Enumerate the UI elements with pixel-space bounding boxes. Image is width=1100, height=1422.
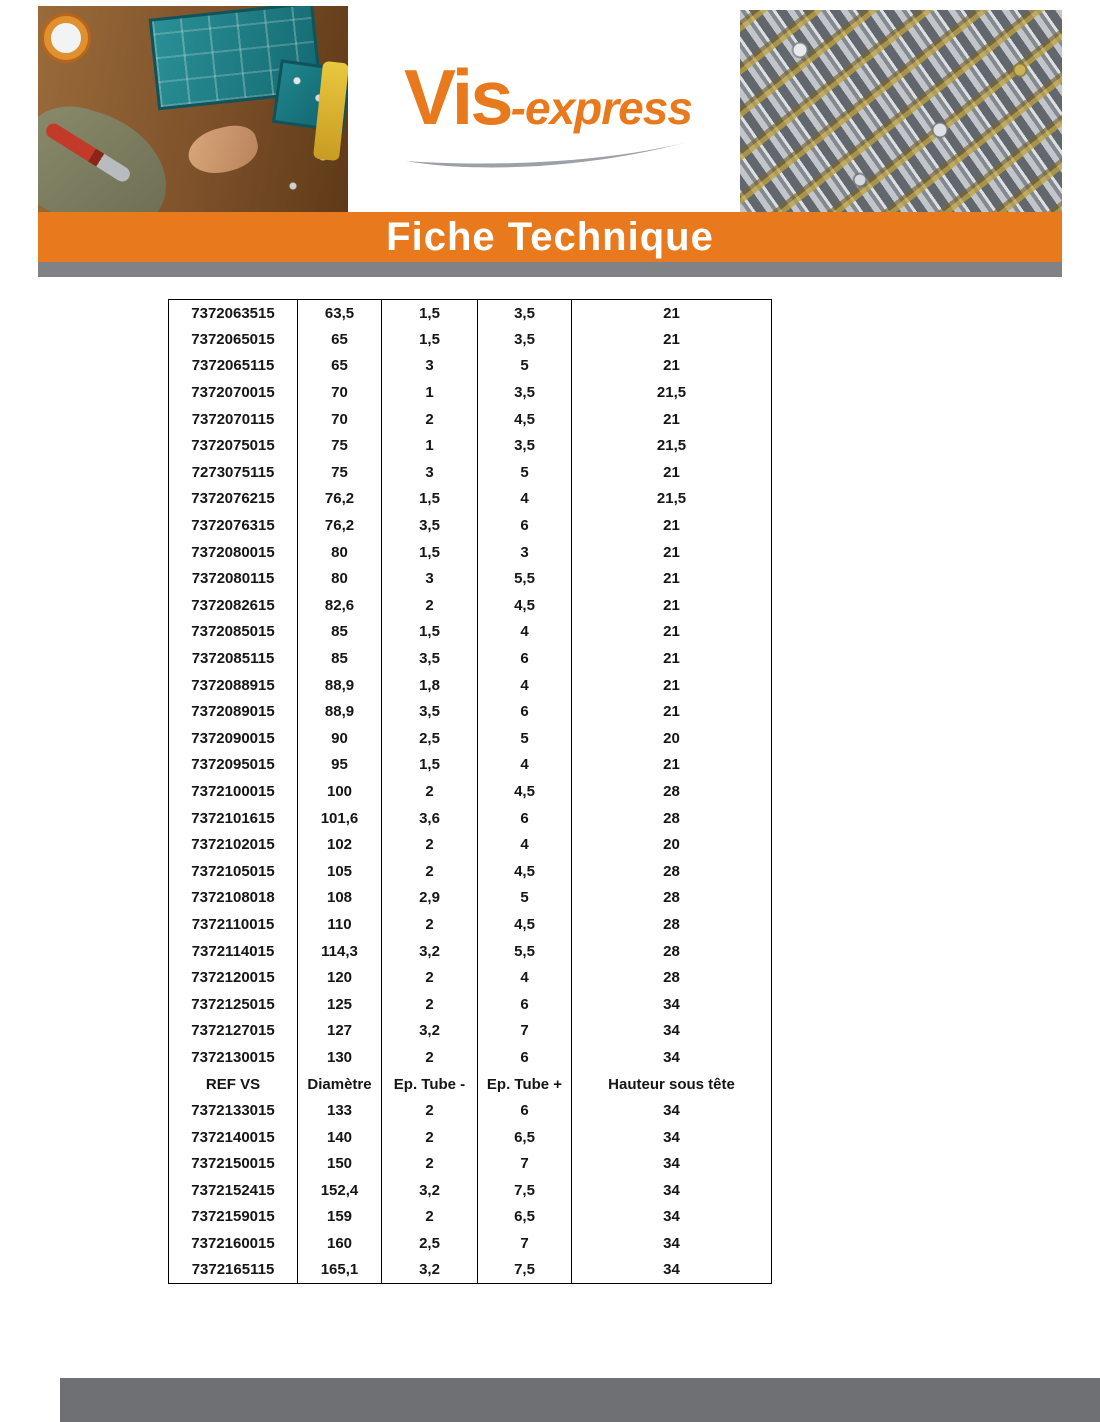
table-cell: 5 (478, 885, 572, 912)
table-cell: 3,5 (382, 512, 478, 539)
table-cell: 102 (298, 831, 382, 858)
table-cell: 7372065115 (169, 353, 298, 380)
table-cell: 3,2 (382, 1018, 478, 1045)
logo-text (404, 52, 704, 143)
page-title: Fiche Technique (386, 214, 714, 259)
column-header: Diamètre (298, 1071, 382, 1098)
table-cell: 2 (382, 592, 478, 619)
table-cell: 3,5 (382, 698, 478, 725)
table-cell: 1,5 (382, 539, 478, 566)
table-cell: 7,5 (478, 1257, 572, 1284)
table-cell: 34 (572, 1018, 772, 1045)
table-cell: 140 (298, 1124, 382, 1151)
table-row (169, 1124, 772, 1151)
table-row (169, 406, 772, 433)
table-cell: 63,5 (298, 300, 382, 327)
table-cell: 4,5 (478, 911, 572, 938)
table-cell: 152,4 (298, 1177, 382, 1204)
table-cell: 28 (572, 938, 772, 965)
table-row (169, 752, 772, 779)
table-cell: 2 (382, 1044, 478, 1071)
table-cell: 6,5 (478, 1204, 572, 1231)
table-cell: 3,5 (478, 300, 572, 327)
table-row (169, 778, 772, 805)
table-cell: 70 (298, 406, 382, 433)
table-cell: 21 (572, 459, 772, 486)
table-cell: 85 (298, 645, 382, 672)
table-cell: 130 (298, 1044, 382, 1071)
table-cell: 2,9 (382, 885, 478, 912)
table-cell: 7372120015 (169, 964, 298, 991)
table-cell: 21 (572, 512, 772, 539)
table-cell: 28 (572, 885, 772, 912)
table-row (169, 432, 772, 459)
table-cell: 21 (572, 353, 772, 380)
table-cell: 1,5 (382, 326, 478, 353)
table-cell: 21 (572, 752, 772, 779)
worker-hand-decoration (184, 120, 263, 180)
table-row (169, 858, 772, 885)
table-cell: 7,5 (478, 1177, 572, 1204)
table-cell: 2 (382, 406, 478, 433)
table-cell: 1,5 (382, 619, 478, 646)
table-cell: 6 (478, 1097, 572, 1124)
table-cell: 4 (478, 486, 572, 513)
table-cell: 6 (478, 512, 572, 539)
footer-bar (60, 1378, 1100, 1422)
table-cell: 7372070015 (169, 379, 298, 406)
table-cell: 65 (298, 326, 382, 353)
table-cell: 28 (572, 805, 772, 832)
divider-strip (38, 262, 1062, 277)
table-cell: 1,8 (382, 672, 478, 699)
table-cell: 2 (382, 991, 478, 1018)
table-cell: 7 (478, 1230, 572, 1257)
table-cell: 28 (572, 778, 772, 805)
table-cell: 1 (382, 432, 478, 459)
spec-table (168, 299, 772, 1284)
table-cell: 3 (382, 565, 478, 592)
table-cell: 7372108018 (169, 885, 298, 912)
title-banner (38, 212, 1062, 262)
table-cell: 4,5 (478, 778, 572, 805)
table-cell: 7372085015 (169, 619, 298, 646)
table-row (169, 1018, 772, 1045)
worker-arm-decoration (38, 94, 183, 212)
table-cell: 21 (572, 565, 772, 592)
table-cell: 7372114015 (169, 938, 298, 965)
table-cell: 5 (478, 353, 572, 380)
column-header: Ep. Tube + (478, 1071, 572, 1098)
table-cell: 7372152415 (169, 1177, 298, 1204)
table-cell: 7372082615 (169, 592, 298, 619)
table-cell: 101,6 (298, 805, 382, 832)
table-cell: 7372140015 (169, 1124, 298, 1151)
table-cell: 7372076215 (169, 486, 298, 513)
table-cell: 7372165115 (169, 1257, 298, 1284)
table-row (169, 539, 772, 566)
table-cell: 21 (572, 592, 772, 619)
table-cell: 2 (382, 858, 478, 885)
table-cell: 20 (572, 831, 772, 858)
table-cell: 88,9 (298, 672, 382, 699)
table-cell: 7372150015 (169, 1151, 298, 1178)
table-cell: 7273075115 (169, 459, 298, 486)
table-row (169, 964, 772, 991)
table-cell: 5,5 (478, 565, 572, 592)
table-cell: 80 (298, 539, 382, 566)
logo (404, 52, 704, 171)
table-cell: 108 (298, 885, 382, 912)
table-row (169, 672, 772, 699)
table-cell: 4,5 (478, 406, 572, 433)
table-cell: 4 (478, 672, 572, 699)
table-cell: 5 (478, 459, 572, 486)
table-cell: 75 (298, 432, 382, 459)
table-cell: 34 (572, 1124, 772, 1151)
table-cell: 7372102015 (169, 831, 298, 858)
column-header: Ep. Tube - (382, 1071, 478, 1098)
table-cell: 2,5 (382, 725, 478, 752)
table-cell: 6,5 (478, 1124, 572, 1151)
table-cell: 7372101615 (169, 805, 298, 832)
table-row (169, 938, 772, 965)
table-cell: 7372075015 (169, 432, 298, 459)
table-cell: 4 (478, 752, 572, 779)
table-cell: 105 (298, 858, 382, 885)
table-cell: 7372125015 (169, 991, 298, 1018)
table-cell: 21,5 (572, 379, 772, 406)
table-cell: 70 (298, 379, 382, 406)
table-cell: 7372127015 (169, 1018, 298, 1045)
table-cell: 5 (478, 725, 572, 752)
table-cell: 133 (298, 1097, 382, 1124)
table-cell: 76,2 (298, 512, 382, 539)
table-cell: 76,2 (298, 486, 382, 513)
table-header-row (169, 1071, 772, 1098)
table-cell: 2 (382, 964, 478, 991)
table-row (169, 831, 772, 858)
table-cell: 34 (572, 1151, 772, 1178)
table-cell: 6 (478, 698, 572, 725)
table-cell: 65 (298, 353, 382, 380)
table-cell: 21,5 (572, 432, 772, 459)
table-cell: 34 (572, 1177, 772, 1204)
table-cell: 3,2 (382, 1257, 478, 1284)
table-cell: 2 (382, 1124, 478, 1151)
table-cell: 2 (382, 778, 478, 805)
table-cell: 21 (572, 406, 772, 433)
table-cell: 7372130015 (169, 1044, 298, 1071)
table-cell: 7372065015 (169, 326, 298, 353)
table-cell: 7372080015 (169, 539, 298, 566)
table-cell: 7372159015 (169, 1204, 298, 1231)
table-row (169, 592, 772, 619)
table-cell: 21 (572, 539, 772, 566)
table-row (169, 698, 772, 725)
table-cell: 28 (572, 858, 772, 885)
table-cell: 4,5 (478, 858, 572, 885)
table-cell: 125 (298, 991, 382, 1018)
table-cell: 1,5 (382, 752, 478, 779)
table-cell: 21 (572, 300, 772, 327)
table-cell: 2 (382, 831, 478, 858)
table-cell: 4 (478, 831, 572, 858)
table-cell: 82,6 (298, 592, 382, 619)
table-cell: 4 (478, 619, 572, 646)
table-row (169, 1151, 772, 1178)
table-cell: 4,5 (478, 592, 572, 619)
table-row (169, 1044, 772, 1071)
table-cell: 88,9 (298, 698, 382, 725)
logo-suffix: -express (510, 82, 692, 134)
table-row (169, 459, 772, 486)
table-row (169, 326, 772, 353)
table-cell: 7372110015 (169, 911, 298, 938)
table-cell: 34 (572, 1230, 772, 1257)
table-cell: 21 (572, 619, 772, 646)
table-cell: 34 (572, 1257, 772, 1284)
table-cell: 3,2 (382, 1177, 478, 1204)
table-cell: 127 (298, 1018, 382, 1045)
table-cell: 110 (298, 911, 382, 938)
table-cell: 2 (382, 1151, 478, 1178)
table-cell: 159 (298, 1204, 382, 1231)
table-cell: 95 (298, 752, 382, 779)
table-cell: 1 (382, 379, 478, 406)
table-cell: 160 (298, 1230, 382, 1257)
column-header: REF VS (169, 1071, 298, 1098)
table-cell: 120 (298, 964, 382, 991)
table-cell: 34 (572, 1204, 772, 1231)
table-row (169, 645, 772, 672)
table-cell: 2 (382, 1204, 478, 1231)
screws-pile-photo (740, 10, 1062, 212)
table-row (169, 565, 772, 592)
table-cell: 7372063515 (169, 300, 298, 327)
table-row (169, 379, 772, 406)
table-cell: 85 (298, 619, 382, 646)
table-cell: 7372100015 (169, 778, 298, 805)
table-cell: 7372080115 (169, 565, 298, 592)
table-cell: 3,5 (478, 379, 572, 406)
table-cell: 6 (478, 645, 572, 672)
table-cell: 3,5 (382, 645, 478, 672)
table-cell: 150 (298, 1151, 382, 1178)
table-row (169, 991, 772, 1018)
table-cell: 3,5 (478, 326, 572, 353)
table-cell: 3 (382, 353, 478, 380)
table-cell: 3,6 (382, 805, 478, 832)
logo-brand: Vis (404, 53, 511, 141)
table-cell: 7 (478, 1018, 572, 1045)
table-cell: 114,3 (298, 938, 382, 965)
table-cell: 21 (572, 326, 772, 353)
table-cell: 7 (478, 1151, 572, 1178)
table-cell: 100 (298, 778, 382, 805)
tape-measure-decoration (44, 16, 88, 60)
table-cell: 34 (572, 1044, 772, 1071)
table-row (169, 1204, 772, 1231)
table-row (169, 911, 772, 938)
table-cell: 6 (478, 1044, 572, 1071)
table-cell: 28 (572, 964, 772, 991)
table-cell: 4 (478, 964, 572, 991)
table-cell: 3 (382, 459, 478, 486)
table-cell: 20 (572, 725, 772, 752)
table-cell: 7372090015 (169, 725, 298, 752)
table-cell: 7372095015 (169, 752, 298, 779)
table-cell: 7372076315 (169, 512, 298, 539)
table-row (169, 805, 772, 832)
table-row (169, 619, 772, 646)
table-cell: 2 (382, 911, 478, 938)
table-cell: 28 (572, 911, 772, 938)
table-row (169, 1097, 772, 1124)
table-cell: 3 (478, 539, 572, 566)
table-cell: 7372070115 (169, 406, 298, 433)
table-cell: 21 (572, 672, 772, 699)
table-row (169, 353, 772, 380)
table-cell: 21 (572, 645, 772, 672)
table-row (169, 512, 772, 539)
table-cell: 6 (478, 991, 572, 1018)
table-cell: 7372133015 (169, 1097, 298, 1124)
table-cell: 21 (572, 698, 772, 725)
table-cell: 3,2 (382, 938, 478, 965)
table-cell: 75 (298, 459, 382, 486)
table-row (169, 300, 772, 327)
table-cell: 34 (572, 991, 772, 1018)
workbench-photo (38, 6, 348, 212)
table-row (169, 1257, 772, 1284)
table-row (169, 486, 772, 513)
table-cell: 7372105015 (169, 858, 298, 885)
table-cell: 7372085115 (169, 645, 298, 672)
table-cell: 21,5 (572, 486, 772, 513)
table-cell: 6 (478, 805, 572, 832)
table-row (169, 725, 772, 752)
table-cell: 2 (382, 1097, 478, 1124)
column-header: Hauteur sous tête (572, 1071, 772, 1098)
table-cell: 3,5 (478, 432, 572, 459)
table-cell: 1,5 (382, 486, 478, 513)
table-cell: 1,5 (382, 300, 478, 327)
table-cell: 7372089015 (169, 698, 298, 725)
table-row (169, 1177, 772, 1204)
table-row (169, 1230, 772, 1257)
table-cell: 80 (298, 565, 382, 592)
table-cell: 90 (298, 725, 382, 752)
table-cell: 2,5 (382, 1230, 478, 1257)
table-cell: 7372088915 (169, 672, 298, 699)
table-cell: 34 (572, 1097, 772, 1124)
table-cell: 5,5 (478, 938, 572, 965)
table-cell: 7372160015 (169, 1230, 298, 1257)
table-cell: 165,1 (298, 1257, 382, 1284)
table-row (169, 885, 772, 912)
